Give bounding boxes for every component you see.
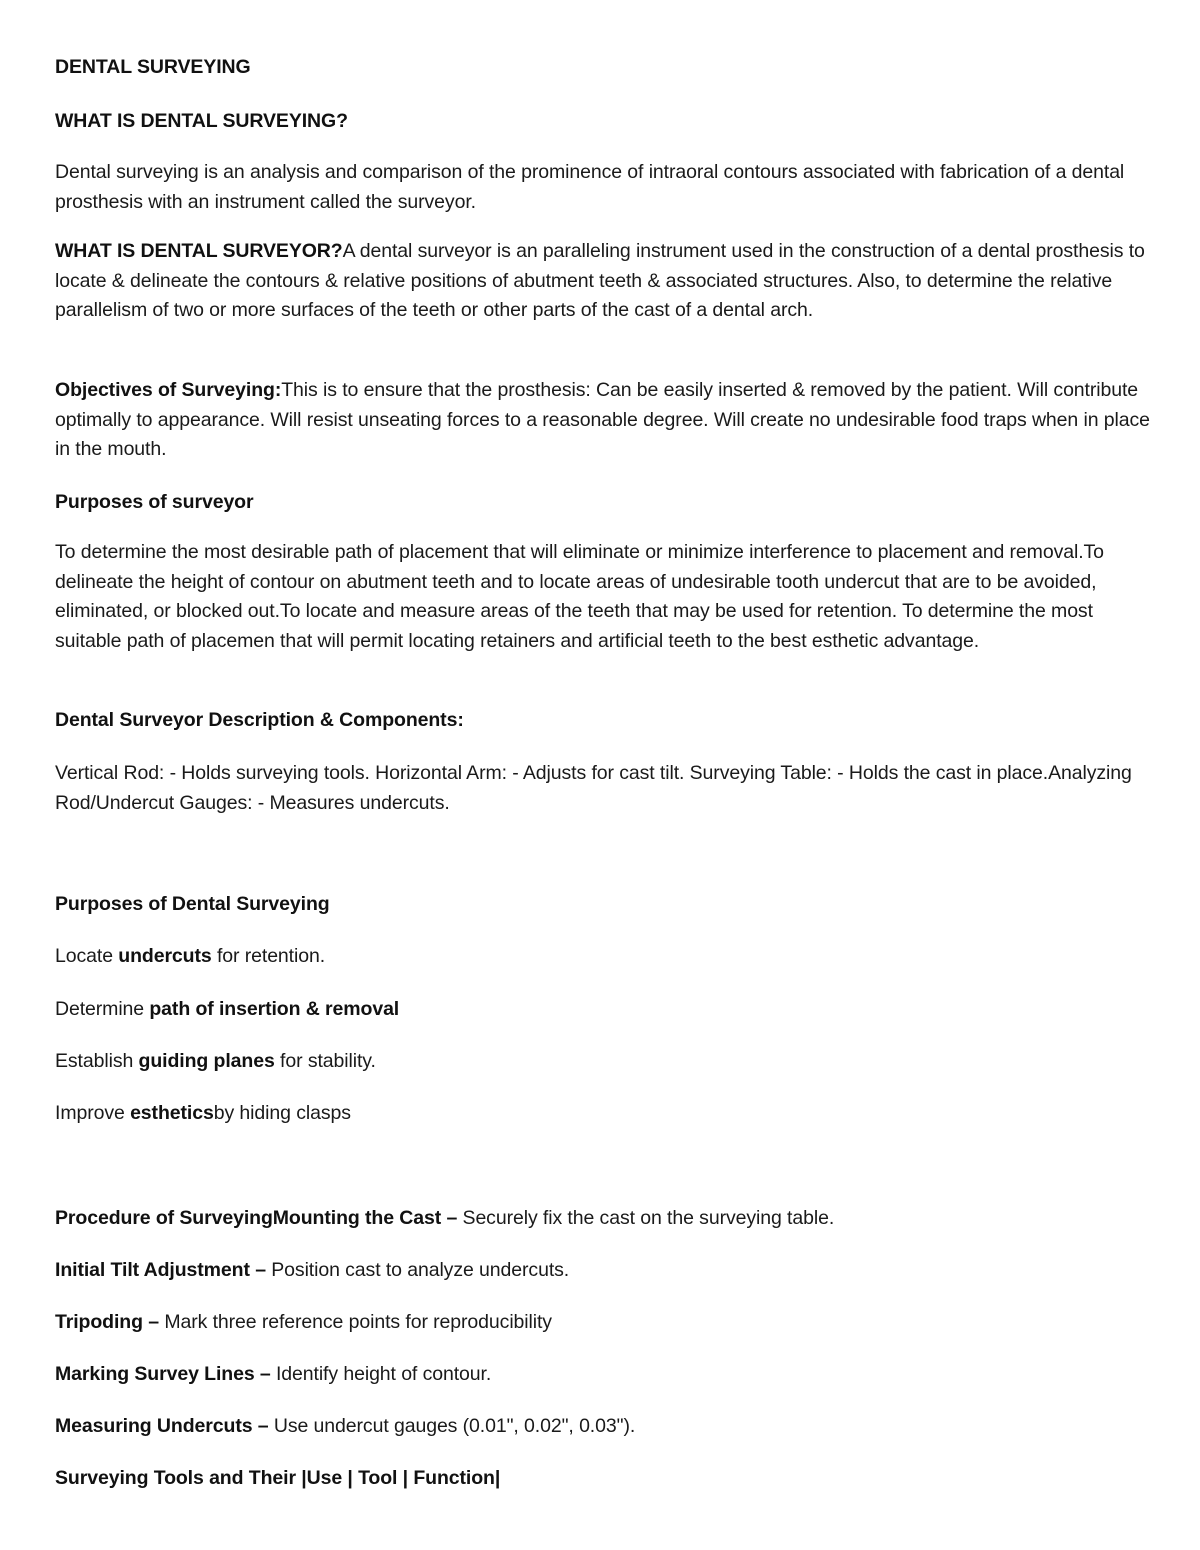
components-heading: Dental Surveyor Description & Components: xyxy=(55,709,464,731)
what-is-surveying-heading: WHAT IS DENTAL SURVEYING? xyxy=(55,110,348,132)
procedure-step: Marking Survey Lines – Identify height of contour. xyxy=(55,1363,492,1385)
purpose-item: Determine path of insertion & removal xyxy=(55,998,400,1020)
objectives-paragraph: Objectives of Surveying:This is to ensure that the prosthesis: Can be easily inserted & removed by the patient. Will contribute optimally to appearance. Will resist unseating forces to a reasonable degree. Will create no undesirable food traps when in place in the mouth. xyxy=(55,379,1150,460)
purposes-of-surveying-heading: Purposes of Dental Surveying xyxy=(55,893,330,915)
surveying-definition-paragraph: Dental surveying is an analysis and comparison of the prominence of intraoral contours associated with fabrication of a dental prosthesis with an instrument called the surveyor. xyxy=(55,161,1125,213)
procedure-step: Tripoding – Mark three reference points for reproducibility xyxy=(55,1311,552,1333)
procedure-step: Procedure of SurveyingMounting the Cast – Securely fix the cast on the surveying table. xyxy=(55,1207,835,1229)
purpose-item: Establish guiding planes for stability. xyxy=(55,1050,376,1072)
tools-heading: Surveying Tools and Their |Use | Tool | Function| xyxy=(55,1467,501,1489)
purposes-of-surveyor-paragraph: To determine the most desirable path of placement that will eliminate or minimize interference to placement and removal.To delineate the height of contour on abutment teeth and to locate areas of undesirable tooth undercut that are to be avoided, eliminated, or blocked out.To locate and measure areas of the teeth that may be used for retention. To determine the most suitable path of placemen that will permit locating retainers and artificial teeth to the best esthetic advantage. xyxy=(55,541,1104,652)
purpose-item: Locate undercuts for retention. xyxy=(55,945,326,967)
purposes-of-surveyor-heading: Purposes of surveyor xyxy=(55,491,254,513)
purpose-item: Improve estheticsby hiding clasps xyxy=(55,1102,351,1124)
document-title: DENTAL SURVEYING xyxy=(55,56,251,78)
surveyor-definition-paragraph: WHAT IS DENTAL SURVEYOR?A dental surveyor is an paralleling instrument used in the construction of a dental prosthesis to locate & delineate the contours & relative positions of abutment teeth & associated structures. Also, to determine the relative parallelism of two or more surfaces of the teeth or other parts of the cast of a dental arch. xyxy=(55,240,1145,321)
procedure-step: Measuring Undercuts – Use undercut gauges (0.01", 0.02", 0.03"). xyxy=(55,1415,636,1437)
procedure-step: Initial Tilt Adjustment – Position cast to analyze undercuts. xyxy=(55,1259,570,1281)
components-paragraph: Vertical Rod: - Holds surveying tools. Horizontal Arm: - Adjusts for cast tilt. Surveying Table: - Holds the cast in place.Analyzing Rod/Undercut Gauges: - Measures undercuts. xyxy=(55,762,1132,814)
